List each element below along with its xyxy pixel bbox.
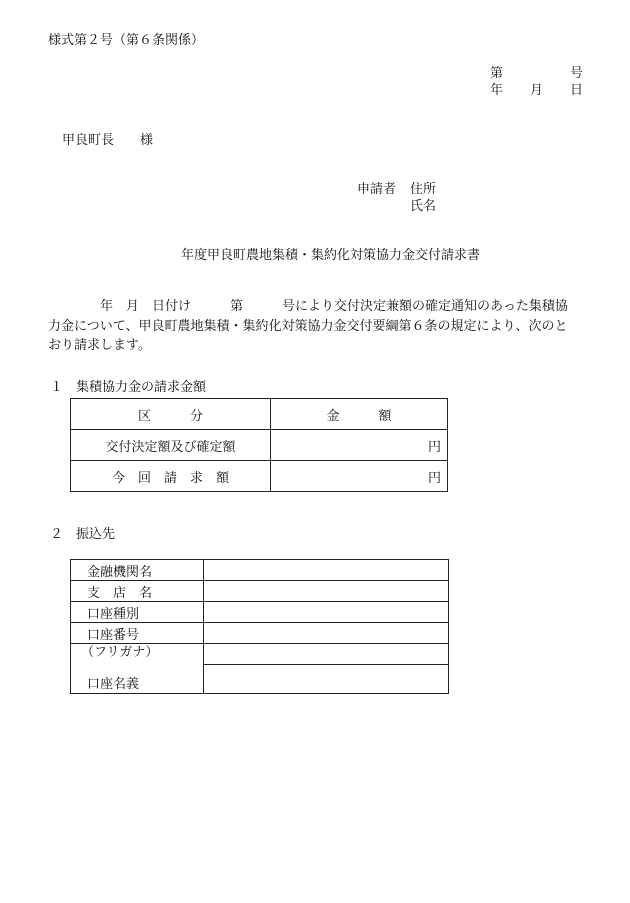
furigana-field[interactable] — [204, 644, 449, 665]
doc-number-suffix: 号 — [570, 66, 584, 81]
header-category: 区 分 — [71, 399, 271, 430]
amount-cell[interactable]: 円 — [271, 430, 448, 461]
account-name-field[interactable] — [204, 665, 449, 694]
date-month: 月 — [530, 83, 544, 98]
account-holder-label — [71, 644, 204, 694]
table-row — [71, 623, 449, 644]
table-row — [71, 644, 449, 665]
applicant-address-label: 住所 — [410, 182, 437, 197]
account-number-label: 口座番号 — [71, 623, 204, 644]
bank-name-label: 金融機関名 — [71, 560, 204, 581]
request-body — [48, 297, 586, 356]
furigana-label: （フリガナ） — [81, 645, 159, 660]
branch-name-field[interactable] — [204, 581, 449, 602]
body-line: おり請求します。 — [48, 338, 151, 353]
document-title: 年度甲良町農地集積・集約化対策協力金交付請求書 — [181, 248, 481, 263]
doc-number-prefix: 第 — [490, 66, 504, 81]
table-row — [71, 461, 448, 492]
amount-cell[interactable]: 円 — [271, 461, 448, 492]
table-header-row — [71, 399, 448, 430]
table-row — [71, 430, 448, 461]
table-row — [71, 560, 449, 581]
table-row — [71, 581, 449, 602]
section2-heading: ２ 振込先 — [50, 527, 116, 542]
row-label: 今 回 請 求 額 — [71, 461, 271, 492]
bank-transfer-table — [70, 559, 449, 694]
account-number-field[interactable] — [204, 623, 449, 644]
applicant-role: 申請者 — [357, 182, 397, 197]
request-amount-table — [70, 398, 448, 492]
date-year: 年 — [490, 83, 504, 98]
applicant-name-label: 氏名 — [410, 199, 437, 214]
branch-name-label: 支 店 名 — [71, 581, 204, 602]
body-line: 力金について、甲良町農地集積・集約化対策協力金交付要綱第６条の規定により、次のと — [48, 318, 568, 334]
body-line: 年 月 日付け 第 号により交付決定兼額の確定通知のあった集積協 — [48, 299, 568, 314]
section1-heading: １ 集積協力金の請求金額 — [50, 380, 207, 395]
account-type-label: 口座種別 — [71, 602, 204, 623]
account-name-label: 口座名義 — [87, 677, 140, 692]
addressee-honorific: 様 — [140, 133, 154, 148]
row-label: 交付決定額及び確定額 — [71, 430, 271, 461]
table-row — [71, 602, 449, 623]
header-amount: 金 額 — [271, 399, 448, 430]
date-day: 日 — [570, 83, 584, 98]
addressee-name: 甲良町長 — [62, 133, 115, 148]
account-type-field[interactable] — [204, 602, 449, 623]
form-number: 様式第２号（第６条関係） — [48, 33, 205, 48]
bank-name-field[interactable] — [204, 560, 449, 581]
